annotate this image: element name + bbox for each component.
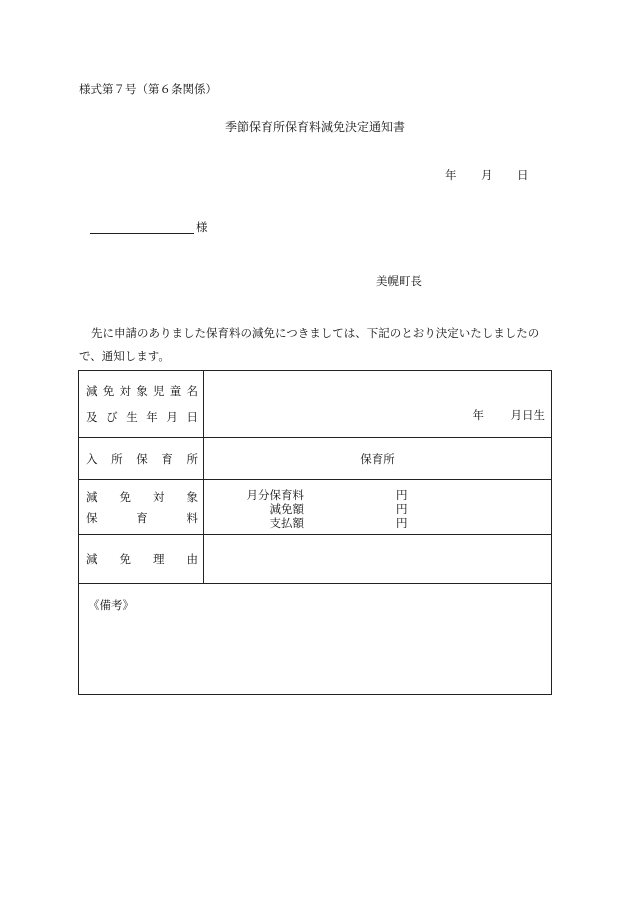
date-day: 日 xyxy=(517,168,529,182)
addressee-name-line xyxy=(90,232,194,234)
date-month: 月 xyxy=(481,168,493,182)
table-row-reason xyxy=(79,535,552,584)
child-label-line2: 及 び 生 年 月 日 xyxy=(86,410,198,424)
notice-body-text: 先に申請のありました保育料の減免につきましては、下記のとおり決定いたしましたので、通知します。 xyxy=(79,326,540,363)
reduction-label-line2: 保 育 料 xyxy=(86,510,198,525)
monthly-fee-row: 月分保育料 円 xyxy=(246,488,408,502)
table-row-reduction xyxy=(79,480,552,535)
remarks-label: 《備考》 xyxy=(88,598,134,612)
table-row-facility xyxy=(79,438,552,480)
facility-label-cell: 入 所 保 育 所 xyxy=(79,438,204,480)
reduction-amount-row: 減免額 円 xyxy=(269,502,408,516)
child-value-cell[interactable] xyxy=(204,371,552,438)
child-label-line1: 減 免 対 象 児 童 名 xyxy=(86,384,198,398)
form-number: 様式第７号（第６条関係） xyxy=(79,82,217,96)
document-title: 季節保育所保育料減免決定通知書 xyxy=(224,120,405,134)
reduction-value-cell[interactable] xyxy=(204,480,552,535)
payment-amount-row: 支払額 円 xyxy=(269,516,408,530)
reason-label-cell: 減 免 理 由 xyxy=(79,535,204,584)
facility-name: 保育所 xyxy=(360,451,395,466)
facility-value-cell[interactable] xyxy=(204,438,552,480)
table-row-child xyxy=(79,371,552,438)
reduction-decision-table xyxy=(78,370,552,695)
date-year: 年 xyxy=(445,168,457,182)
table-row-remarks xyxy=(79,584,552,695)
addressee-honorific: 様 xyxy=(196,220,208,234)
reason-value-cell[interactable] xyxy=(204,535,552,584)
date-line xyxy=(445,167,529,183)
remarks-cell[interactable] xyxy=(79,584,552,695)
birth-date-line: 年 月日生 xyxy=(472,408,545,422)
reduction-label-cell xyxy=(79,480,204,535)
fee-breakdown xyxy=(204,486,551,528)
reduction-label-line1: 減 免 対 象 xyxy=(86,489,198,504)
child-label-cell xyxy=(79,371,204,438)
issuer-name: 美幌町長 xyxy=(376,274,422,288)
